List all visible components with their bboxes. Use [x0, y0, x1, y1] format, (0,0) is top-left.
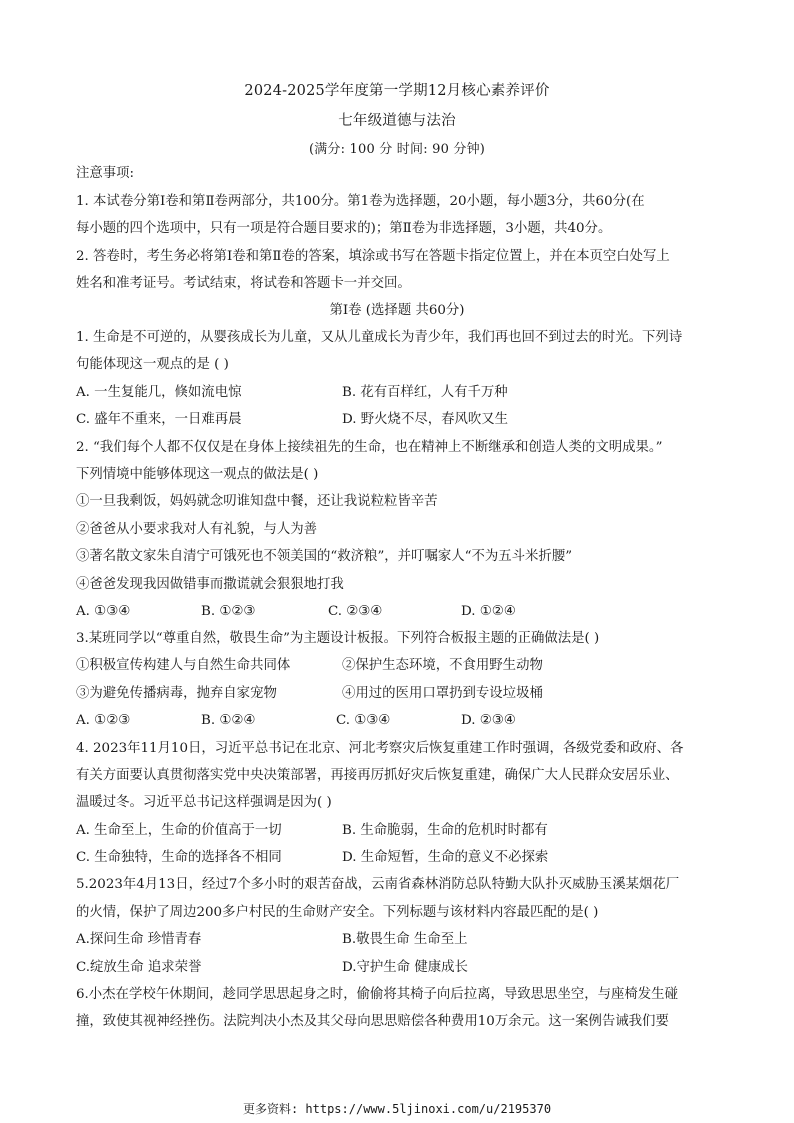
note-2-line-1: 2. 答卷时，考生务必将第Ⅰ卷和第Ⅱ卷的答案，填涂或书写在答题卡指定位置上，并在本页空白处写上	[76, 249, 670, 264]
question-2-option-d: D. ①②④	[461, 604, 516, 619]
question-2-option-a: A. ①③④	[76, 604, 131, 619]
question-3-option-c: C. ①③④	[336, 713, 391, 728]
question-4-option-b: B. 生命脆弱，生命的危机时时都有	[342, 823, 548, 838]
question-2-option-b: B. ①②③	[201, 604, 256, 619]
note-2-line-2: 姓名和准考证号。考试结束，将试卷和答题卡一并交回。	[76, 276, 411, 291]
question-3-statement-4: ④用过的医用口罩扔到专设垃圾桶	[342, 686, 543, 701]
exam-subject: 七年级道德与法治	[338, 113, 456, 129]
question-2-statement-4: ④爸爸发现我因做错事而撒谎就会狠狠地打我	[76, 577, 344, 592]
question-1-line-1: 1. 生命是不可逆的，从婴孩成长为儿童，又从儿童成长为青少年，我们再也回不到过去的时光。下列诗	[76, 330, 683, 345]
question-1-option-b: B. 花有百样红，人有千万种	[342, 385, 508, 400]
question-3-statement-3: ③为避免传播病毒，抛弃自家宠物	[76, 686, 277, 701]
question-3-statement-2: ②保护生态环境，不食用野生动物	[342, 658, 543, 673]
question-3-option-d: D. ②③④	[461, 713, 516, 728]
exam-title: 2024-2025学年度第一学期12月核心素养评价	[244, 83, 550, 99]
question-2-statement-2: ②爸爸从小要求我对人有礼貌，与人为善	[76, 522, 318, 537]
question-2-statement-3: ③著名散文家朱自清宁可饿死也不领美国的“救济粮”，并叮嘱家人“不为五斗米折腰”	[76, 549, 573, 564]
question-2-line-2: 下列情境中能够体现这一观点的做法是( )	[76, 467, 319, 482]
question-5-option-c: C.绽放生命 追求荣誉	[76, 960, 202, 975]
question-2-option-c: C. ②③④	[328, 604, 383, 619]
question-4-option-c: C. 生命独特，生命的选择各不相同	[76, 850, 282, 865]
question-2-line-1: 2. “我们每个人都不仅仅是在身体上接续祖先的生命，也在精神上不断继承和创造人类的文明成果。”	[76, 440, 663, 455]
question-1-option-c: C. 盛年不重来，一日难再晨	[76, 412, 242, 427]
section-1-heading: 第Ⅰ卷 (选择题 共60分)	[329, 303, 465, 318]
question-3-option-b: B. ①②④	[201, 713, 256, 728]
question-5-line-1: 5.2023年4月13日，经过7个多小时的艰苦奋战，云南省森林消防总队特勤大队扑灭威胁玉溪某烟花厂	[76, 877, 680, 892]
question-4-line-1: 4. 2023年11月10日，习近平总书记在北京、河北考察灾后恢复重建工作时强调，各级党委和政府、各	[76, 741, 684, 756]
question-1-line-2: 句能体现这一观点的是 ( )	[76, 357, 229, 372]
question-5-option-a: A.探问生命 珍惜青春	[76, 932, 202, 947]
question-4-line-2: 有关方面要认真贯彻落实党中央决策部署，再接再厉抓好灾后恢复重建，确保广大人民群众安居乐业、	[76, 768, 679, 783]
note-1-line-1: 1. 本试卷分第Ⅰ卷和第Ⅱ卷两部分，共100分。第1卷为选择题，20小题，每小题3分，共60分(在	[76, 194, 645, 209]
question-3-option-a: A. ①②③	[76, 713, 131, 728]
question-4-line-3: 温暖过冬。习近平总书记这样强调是因为( )	[76, 795, 332, 810]
question-1-option-a: A. 一生复能几，倏如流电惊	[76, 385, 242, 400]
footer-link[interactable]: 更多资料: https://www.5ljinoxi.com/u/2195370	[242, 1102, 552, 1116]
question-6-line-2: 撞，致使其视神经挫伤。法院判决小杰及其父母向思思赔偿各种费用10万余元。这一案例告诫我们要	[76, 1014, 669, 1029]
question-5-option-b: B.敬畏生命 生命至上	[342, 932, 468, 947]
question-3-statement-1: ①积极宣传构建人与自然生命共同体	[76, 658, 291, 673]
question-4-option-a: A. 生命至上，生命的价值高于一切	[76, 823, 282, 838]
question-3-line-1: 3.某班同学以“尊重自然，敬畏生命”为主题设计板报。下列符合板报主题的正确做法是( )	[76, 631, 600, 646]
question-5-line-2: 的火情，保护了周边200多户村民的生命财产安全。下列标题与该材料内容最匹配的是( )	[76, 905, 599, 920]
question-5-option-d: D.守护生命 健康成长	[342, 960, 468, 975]
note-1-line-2: 每小题的四个选项中，只有一项是符合题目要求的)；第Ⅱ卷为非选择题，3小题，共40分。	[76, 221, 612, 236]
question-2-statement-1: ①一旦我剩饭，妈妈就念叨谁知盘中餐，还让我说粒粒皆辛苦	[76, 494, 438, 509]
question-4-option-d: D. 生命短暂，生命的意义不必探索	[342, 850, 549, 865]
score-time: (满分: 100 分 时间: 90 分钟)	[308, 142, 486, 157]
question-1-option-d: D. 野火烧不尽，春风吹又生	[342, 412, 509, 427]
notes-heading: 注意事项:	[76, 166, 135, 181]
question-6-line-1: 6.小杰在学校午休期间，趁同学思思起身之时，偷偷将其椅子向后拉离，导致思思坐空，与座椅发生碰	[76, 987, 678, 1002]
